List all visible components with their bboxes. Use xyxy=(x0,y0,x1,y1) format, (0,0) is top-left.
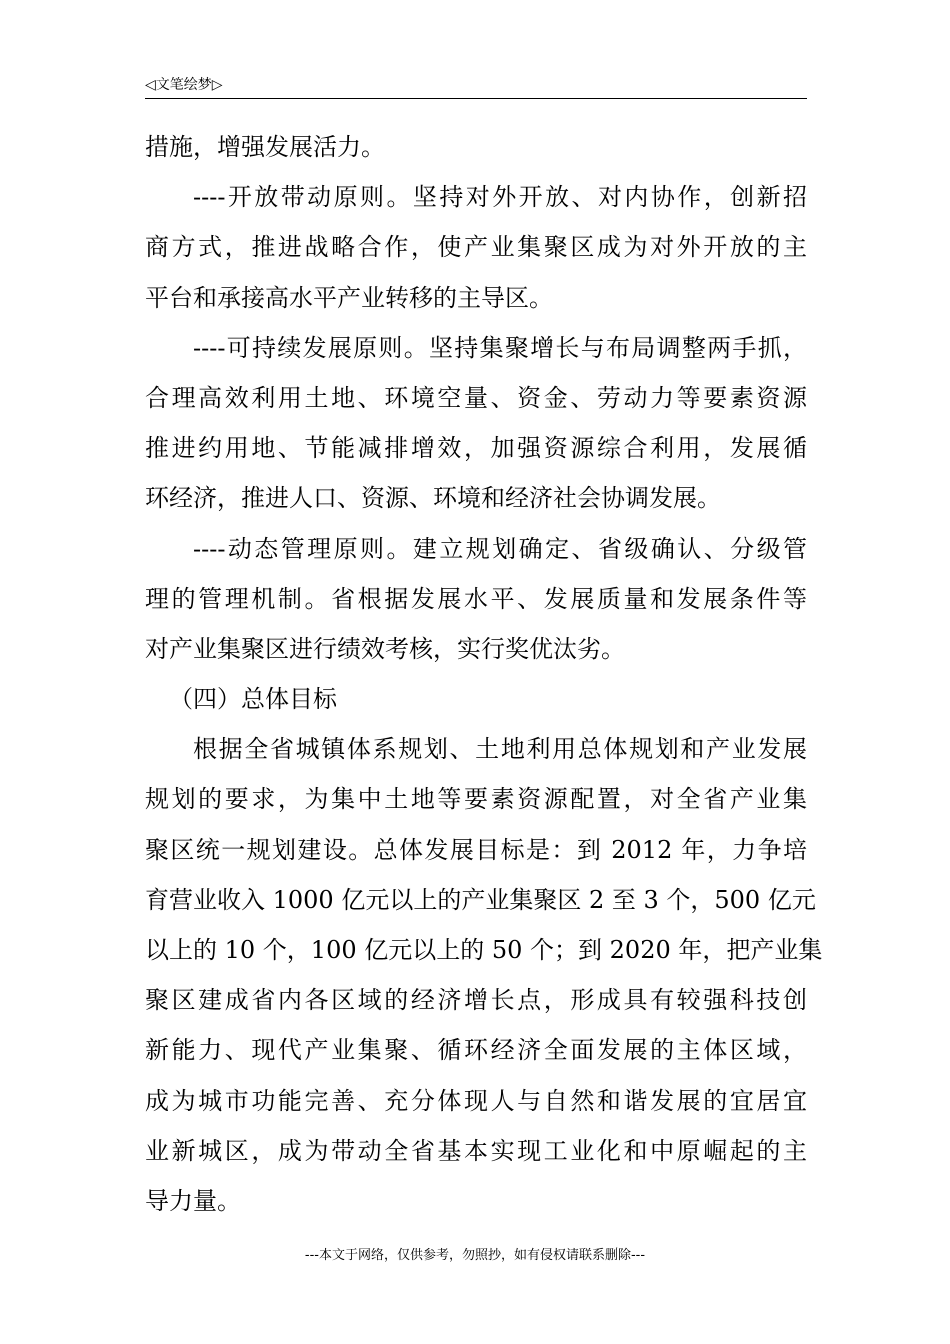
page-footer: ---本文于网络，仅供参考，勿照抄，如有侵权请联系删除--- xyxy=(304,1248,646,1263)
body-line: 环经济，推进人口、资源、环境和经济社会协调发展。 xyxy=(145,484,721,513)
body-line: 规划的要求，为集中土地等要素资源配置，对全省产业集 xyxy=(145,785,807,814)
body-line: 合理高效利用土地、环境空量、资金、劳动力等要素资源 xyxy=(145,383,807,412)
body-line: 育营业收入 1000 亿元以上的产业集聚区 2 至 3 个，500 亿元 xyxy=(145,885,816,914)
body-line: 导力量。 xyxy=(145,1186,241,1215)
body-line: 新能力、现代产业集聚、循环经济全面发展的主体区域， xyxy=(145,1036,807,1065)
section-heading: （四）总体目标 xyxy=(169,685,337,714)
page-header xyxy=(145,74,807,99)
body-line: ----可持续发展原则。坚持集聚增长与布局调整两手抓， xyxy=(193,333,807,362)
body-line: 根据全省城镇体系规划、土地利用总体规划和产业发展 xyxy=(193,735,807,764)
body-line: 业新城区，成为带动全省基本实现工业化和中原崛起的主 xyxy=(145,1136,807,1165)
body-line: 推进约用地、节能减排增效，加强资源综合利用，发展循 xyxy=(145,434,807,463)
header-title: ◁文笔绘梦▷ xyxy=(145,77,223,93)
document-body xyxy=(145,128,823,1232)
body-line: ----开放带动原则。坚持对外开放、对内协作，创新招 xyxy=(193,183,807,212)
body-line: 理的管理机制。省根据发展水平、发展质量和发展条件等 xyxy=(145,584,807,613)
body-line: 商方式，推进战略合作，使产业集聚区成为对外开放的主 xyxy=(145,233,807,262)
body-line: 聚区建成省内各区域的经济增长点，形成具有较强科技创 xyxy=(145,986,807,1015)
body-line: 聚区统一规划建设。总体发展目标是：到 2012 年，力争培 xyxy=(145,835,807,864)
body-line: 措施，增强发展活力。 xyxy=(145,133,385,161)
body-line: 对产业集聚区进行绩效考核，实行奖优汰劣。 xyxy=(145,634,625,663)
body-line: 成为城市功能完善、充分体现人与自然和谐发展的宜居宜 xyxy=(145,1086,807,1115)
body-line: ----动态管理原则。建立规划确定、省级确认、分级管 xyxy=(193,534,807,563)
body-line: 以上的 10 个，100 亿元以上的 50 个；到 2020 年，把产业集 xyxy=(145,936,823,964)
body-line: 平台和承接高水平产业转移的主导区。 xyxy=(145,283,553,312)
